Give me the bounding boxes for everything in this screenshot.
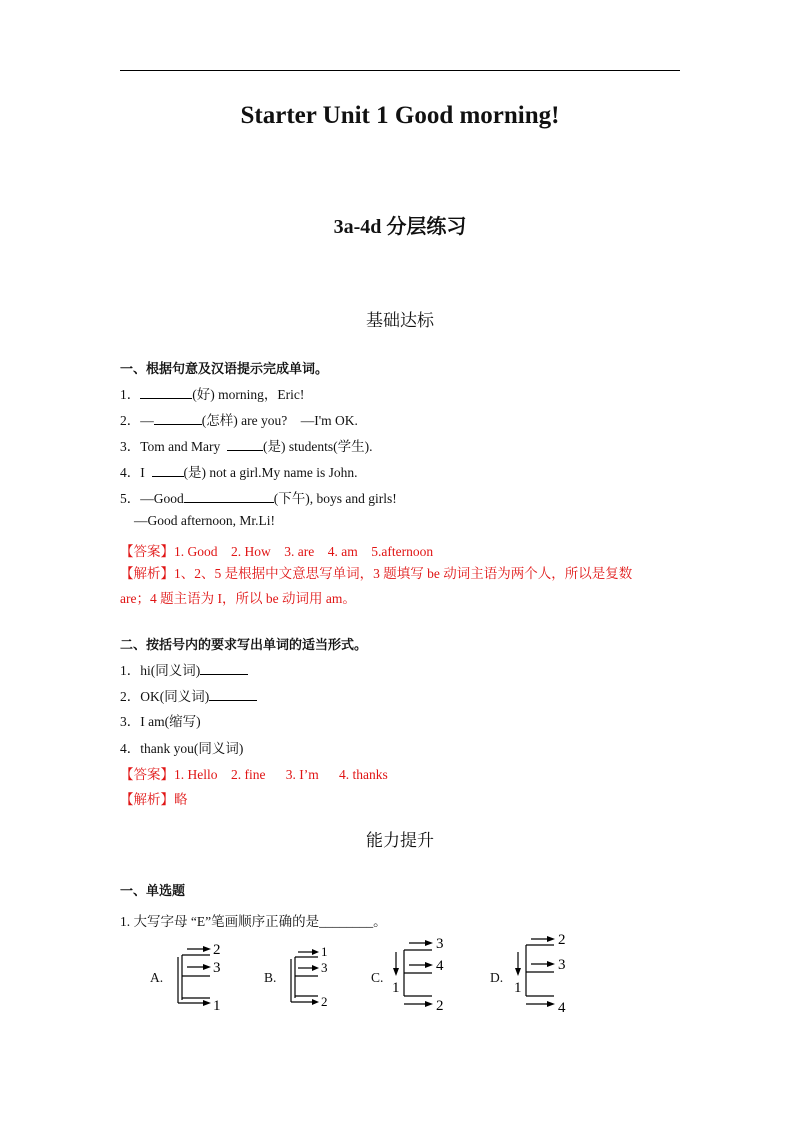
question-item-4: 4．thank you(同义词) <box>120 741 244 756</box>
stroke-order-diagram-a <box>173 938 253 1020</box>
analysis-text: 【解析】略 <box>120 792 188 807</box>
page-subtitle: 3a-4d 分层练习 <box>333 216 467 238</box>
question-item-2: 2．OK(同义词) <box>120 685 257 705</box>
choice-options <box>140 930 600 1020</box>
analysis-text-cont: are；4 题主语为 I，所以 be 动词用 am。 <box>120 591 356 606</box>
question-item-1: 1．hi(同义词) <box>120 659 248 679</box>
question-item-5-reply: —Good afternoon, Mr.Li! <box>134 513 275 528</box>
stroke-number: 3 <box>436 936 444 952</box>
stroke-number: 3 <box>213 960 221 976</box>
answer-text: 【答案】1. Hello 2. fine 3. I’m 4. thanks <box>120 767 388 782</box>
option-a-label[interactable]: A. <box>150 970 164 985</box>
answer-blank[interactable] <box>227 438 263 451</box>
stroke-number: 1 <box>514 980 522 996</box>
section-heading-advanced: 能力提升 <box>366 831 434 851</box>
stroke-number: 3 <box>321 960 328 975</box>
question-item-2: 2．— (怎样) are you? —I'm OK. <box>120 413 358 428</box>
section-heading-basic: 基础达标 <box>366 311 434 331</box>
stroke-order-diagram-c <box>390 932 470 1020</box>
stroke-number: 2 <box>558 932 566 948</box>
answer-blank[interactable] <box>154 412 202 425</box>
option-d-label[interactable]: D. <box>490 970 504 985</box>
option-c-label[interactable]: C. <box>371 970 384 985</box>
answer-text: 【答案】1. Good 2. How 3. are 4. am 5.afternoon <box>120 544 434 559</box>
answer-blank[interactable] <box>200 662 248 675</box>
stroke-order-diagram-b <box>286 940 356 1020</box>
top-rule <box>120 70 680 71</box>
stroke-number: 2 <box>213 942 221 958</box>
question-item-5: 5．—Good (下午), boys and girls! <box>120 491 397 506</box>
stroke-number: 2 <box>321 994 328 1009</box>
stroke-number: 1 <box>392 980 400 996</box>
question-item-3: 3．Tom and Mary (是) students(学生). <box>120 439 373 454</box>
part1-title: 一、根据句意及汉语提示完成单词。 <box>120 362 329 377</box>
stroke-number: 1 <box>321 944 328 959</box>
question-item-1: 1． (好) morning，Eric! <box>120 387 305 402</box>
stroke-number: 2 <box>436 998 444 1014</box>
question-item-1: 1. 大写字母 “E”笔画顺序正确的是________。 <box>120 914 387 929</box>
stroke-number: 4 <box>558 1000 566 1016</box>
analysis-text: 【解析】1、2、5 是根据中文意思写单词，3 题填写 be 动词主语为两个人，所以是复数 <box>120 566 633 581</box>
part2-title: 二、按括号内的要求写出单词的适当形式。 <box>120 638 368 653</box>
answer-blank[interactable] <box>184 490 274 503</box>
page-title: Starter Unit 1 Good morning! <box>240 102 560 129</box>
question-item-4: 4．I (是) not a girl.My name is John. <box>120 465 358 480</box>
stroke-number: 3 <box>558 957 566 973</box>
stroke-number: 1 <box>213 998 221 1014</box>
answer-blank[interactable] <box>152 464 184 477</box>
option-b-label[interactable]: B. <box>264 970 277 985</box>
answer-blank[interactable] <box>140 386 192 399</box>
answer-blank[interactable] <box>209 688 257 701</box>
stroke-number: 4 <box>436 958 444 974</box>
question-item-3: 3．I am(缩写) <box>120 714 201 729</box>
stroke-order-diagram-d <box>512 932 592 1020</box>
part-title-single-choice: 一、单选题 <box>120 884 186 899</box>
